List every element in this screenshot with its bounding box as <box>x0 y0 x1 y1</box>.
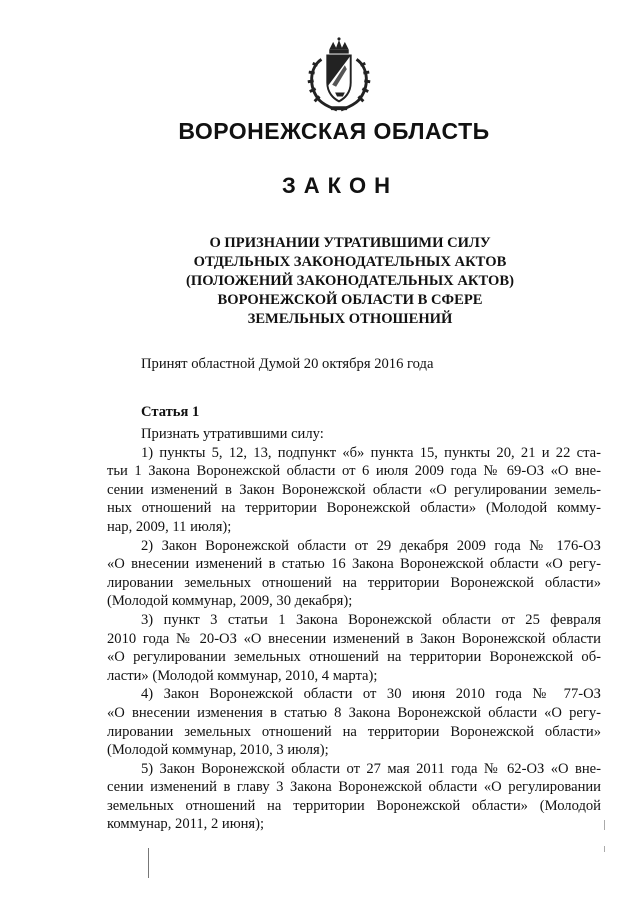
region-title: ВОРОНЕЖСКАЯ ОБЛАСТЬ <box>178 118 490 144</box>
article-line: ных отношений на территории Воронежской области» (Молодой комму- <box>107 500 601 517</box>
scan-artifact-line <box>148 848 149 878</box>
article-line: тьи 1 Закона Воронежской области от 6 июля 2009 года № 69-ОЗ «О вне- <box>107 463 601 480</box>
scan-artifact-mark <box>604 820 605 830</box>
article-heading: Статья 1 <box>141 404 200 420</box>
article-line: 4) Закон Воронежской области от 30 июня 2010 года № 77-ОЗ <box>141 686 601 703</box>
article-line: 1) пункты 5, 12, 13, подпункт «б» пункта 15, пункты 20, 21 и 22 ста- <box>141 444 601 461</box>
article-line: лировании земельных отношений на территории Воронежской области» <box>107 723 601 740</box>
article-line: ласти» (Молодой коммунар, 2010, 4 марта); <box>107 667 378 684</box>
scan-artifact-mark <box>604 846 605 852</box>
article-line: нар, 2009, 11 июля); <box>107 518 232 535</box>
article-line: Признать утратившими силу: <box>141 426 324 442</box>
article-line: (Молодой коммунар, 2010, 3 июля); <box>107 742 329 759</box>
article-line: «О внесении изменения в статью 8 Закона Воронежской области «О регу- <box>107 704 601 721</box>
law-title-line: ВОРОНЕЖСКОЙ ОБЛАСТИ В СФЕРЕ <box>217 292 483 308</box>
law-title-line: (ПОЛОЖЕНИЙ ЗАКОНОДАТЕЛЬНЫХ АКТОВ) <box>186 273 514 289</box>
law-title-line: ЗЕМЕЛЬНЫХ ОТНОШЕНИЙ <box>247 311 453 327</box>
adoption-date: Принят областной Думой 20 октября 2016 года <box>141 356 434 372</box>
document-type: ЗАКОН <box>281 173 399 198</box>
article-line: (Молодой коммунар, 2009, 30 декабря); <box>107 593 353 610</box>
article-line: «О внесении изменений в статью 16 Закона Воронежской области «О регу- <box>107 556 601 573</box>
article-line: сении изменений в Закон Воронежской области «О регулировании земель- <box>107 481 601 498</box>
article-line: «О регулировании земельных отношений на территории Воронежской об- <box>107 649 601 666</box>
article-line: 3) пункт 3 статьи 1 Закона Воронежской области от 25 февраля <box>141 611 601 628</box>
article-line: сении изменений в главу 3 Закона Воронежской области «О регулировании <box>107 779 601 796</box>
article-line: 2) Закон Воронежской области от 29 декабря 2009 года № 176-ОЗ <box>141 537 601 554</box>
article-line: земельных отношений на территории Воронежской области» (Молодой <box>107 797 601 814</box>
article-line: коммунар, 2011, 2 июня); <box>107 816 265 833</box>
article-line: 2010 года № 20-ОЗ «О внесении изменений в Закон Воронежской области <box>107 630 601 647</box>
article-body <box>107 425 601 834</box>
article-line: 5) Закон Воронежской области от 27 мая 2011 года № 62-ОЗ «О вне- <box>141 760 601 777</box>
law-title <box>110 234 590 329</box>
article-line: лировании земельных отношений на территории Воронежской области» <box>107 574 601 591</box>
coat-of-arms-icon <box>300 36 378 114</box>
law-title-line: ОТДЕЛЬНЫХ ЗАКОНОДАТЕЛЬНЫХ АКТОВ <box>193 254 507 270</box>
law-title-line: О ПРИЗНАНИИ УТРАТИВШИМИ СИЛУ <box>209 235 491 251</box>
